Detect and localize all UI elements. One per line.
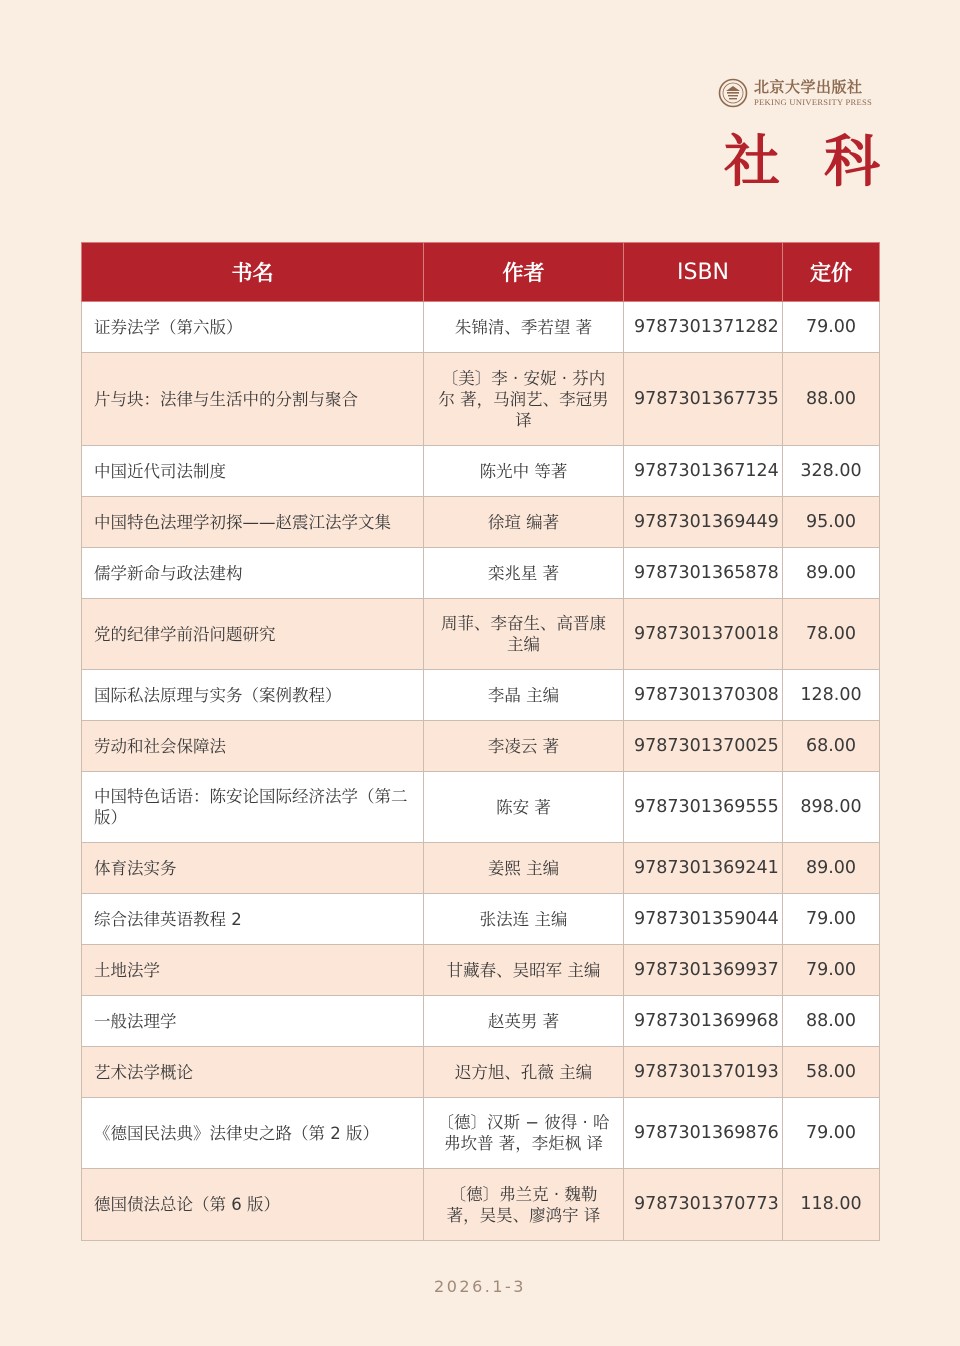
book-price: 79.00: [783, 945, 880, 996]
book-title: 一般法理学: [82, 996, 424, 1047]
university-seal-icon: [718, 78, 748, 108]
book-price: 88.00: [783, 996, 880, 1047]
book-isbn: 9787301369937: [624, 945, 783, 996]
book-author: 姜熙 主编: [424, 843, 624, 894]
book-isbn: 9787301369449: [624, 497, 783, 548]
book-price: 95.00: [783, 497, 880, 548]
book-title: 证券法学（第六版）: [82, 302, 424, 353]
book-price: 328.00: [783, 446, 880, 497]
book-title: 劳动和社会保障法: [82, 721, 424, 772]
table-row: [82, 1047, 880, 1098]
table-row: [82, 1169, 880, 1241]
book-isbn: 9787301369968: [624, 996, 783, 1047]
table-row: [82, 599, 880, 670]
book-price: 89.00: [783, 843, 880, 894]
book-author: 陈光中 等著: [424, 446, 624, 497]
book-author: 〔德〕汉斯 − 彼得 · 哈弗坎普 著，李炬枫 译: [424, 1098, 624, 1169]
book-title: 艺术法学概论: [82, 1047, 424, 1098]
book-title: 综合法律英语教程 2: [82, 894, 424, 945]
header-title: 书名: [82, 243, 424, 302]
issue-date: 2026.1-3: [434, 1277, 526, 1296]
book-isbn: 9787301371282: [624, 302, 783, 353]
table-row: [82, 446, 880, 497]
book-isbn: 9787301367735: [624, 353, 783, 446]
publisher-logo: [718, 76, 888, 110]
book-price: 58.00: [783, 1047, 880, 1098]
book-author: 栾兆星 著: [424, 548, 624, 599]
table-row: [82, 996, 880, 1047]
book-price: 898.00: [783, 772, 880, 843]
book-isbn: 9787301365878: [624, 548, 783, 599]
publisher-name-en: PEKING UNIVERSITY PRESS: [754, 96, 873, 107]
table-row: [82, 548, 880, 599]
book-author: 迟方旭、孔薇 主编: [424, 1047, 624, 1098]
table-row: [82, 670, 880, 721]
header-isbn: ISBN: [624, 243, 783, 302]
table-row: [82, 497, 880, 548]
book-title: 土地法学: [82, 945, 424, 996]
book-title: 中国近代司法制度: [82, 446, 424, 497]
table-row: [82, 302, 880, 353]
book-author: 朱锦清、季若望 著: [424, 302, 624, 353]
book-price: 128.00: [783, 670, 880, 721]
book-price: 79.00: [783, 302, 880, 353]
table-row: [82, 1098, 880, 1169]
book-title: 体育法实务: [82, 843, 424, 894]
book-author: 〔美〕李 · 安妮 · 芬内尔 著，马润艺、李冠男 译: [424, 353, 624, 446]
book-title: 德国债法总论（第 6 版）: [82, 1169, 424, 1241]
book-isbn: 9787301369241: [624, 843, 783, 894]
book-isbn: 9787301370193: [624, 1047, 783, 1098]
book-title: 党的纪律学前沿问题研究: [82, 599, 424, 670]
book-isbn: 9787301370773: [624, 1169, 783, 1241]
book-isbn: 9787301370308: [624, 670, 783, 721]
book-author: 张法连 主编: [424, 894, 624, 945]
book-author: 徐瑄 编著: [424, 497, 624, 548]
book-author: 陈安 著: [424, 772, 624, 843]
book-isbn: 9787301370018: [624, 599, 783, 670]
book-price: 68.00: [783, 721, 880, 772]
table-row: [82, 894, 880, 945]
book-title: 国际私法原理与实务（案例教程）: [82, 670, 424, 721]
book-isbn: 9787301369876: [624, 1098, 783, 1169]
table-row: [82, 721, 880, 772]
book-isbn: 9787301369555: [624, 772, 783, 843]
table-row: [82, 772, 880, 843]
book-title: 中国特色话语：陈安论国际经济法学（第二版）: [82, 772, 424, 843]
book-price: 78.00: [783, 599, 880, 670]
book-price: 118.00: [783, 1169, 880, 1241]
table-header: [82, 243, 880, 302]
header-price: 定价: [783, 243, 880, 302]
book-author: 周菲、李奋生、高晋康 主编: [424, 599, 624, 670]
book-author: 李凌云 著: [424, 721, 624, 772]
header-author: 作者: [424, 243, 624, 302]
book-author: 赵英男 著: [424, 996, 624, 1047]
book-price: 88.00: [783, 353, 880, 446]
book-title: 儒学新命与政法建构: [82, 548, 424, 599]
book-price: 89.00: [783, 548, 880, 599]
book-title: 《德国民法典》法律史之路（第 2 版）: [82, 1098, 424, 1169]
book-author: 〔德〕弗兰克 · 魏勒 著，吴昊、廖鸿宇 译: [424, 1169, 624, 1241]
book-list-table: [81, 242, 880, 1241]
book-isbn: 9787301370025: [624, 721, 783, 772]
table-row: [82, 353, 880, 446]
table-row: [82, 945, 880, 996]
book-price: 79.00: [783, 1098, 880, 1169]
book-author: 甘藏春、吴昭军 主编: [424, 945, 624, 996]
book-title: 片与块：法律与生活中的分割与聚合: [82, 353, 424, 446]
book-isbn: 9787301359044: [624, 894, 783, 945]
section-title: 社科: [724, 129, 924, 195]
table-row: [82, 843, 880, 894]
publisher-name-cn: 北京大学出版社: [754, 77, 863, 96]
book-title: 中国特色法理学初探——赵震江法学文集: [82, 497, 424, 548]
book-price: 79.00: [783, 894, 880, 945]
book-author: 李晶 主编: [424, 670, 624, 721]
book-isbn: 9787301367124: [624, 446, 783, 497]
